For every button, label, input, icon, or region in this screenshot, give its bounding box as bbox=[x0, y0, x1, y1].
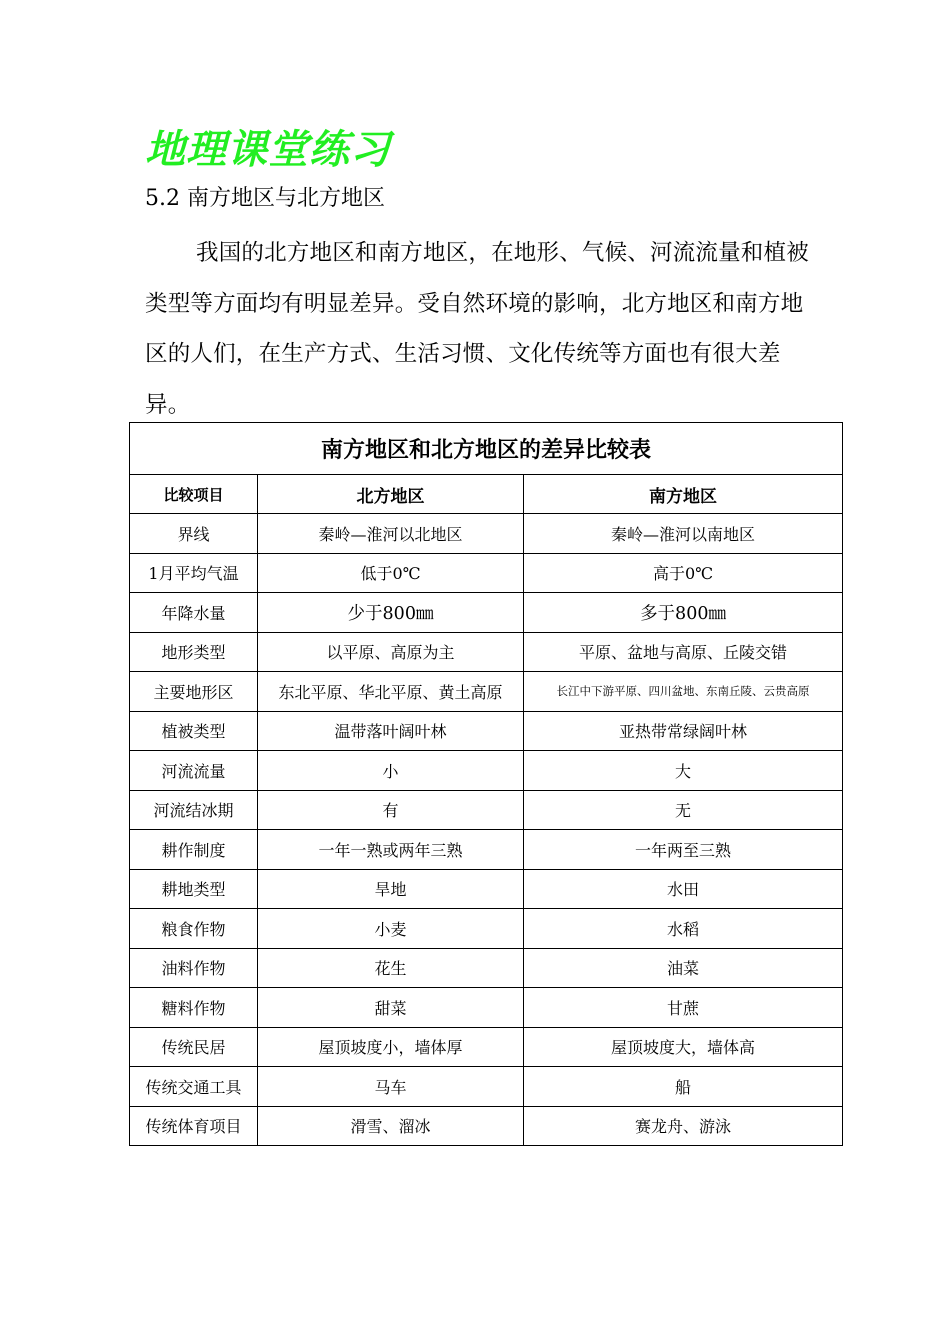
header-item: 比较项目 bbox=[130, 475, 258, 514]
cell-north: 旱地 bbox=[258, 869, 524, 909]
table-row bbox=[130, 988, 843, 1028]
table-row bbox=[130, 751, 843, 791]
table-caption: 南方地区和北方地区的差异比较表 bbox=[130, 423, 843, 475]
table-row bbox=[130, 632, 843, 672]
cell-north: 马车 bbox=[258, 1067, 524, 1107]
header-south: 南方地区 bbox=[524, 475, 843, 514]
table-row bbox=[130, 593, 843, 633]
cell-item: 耕地类型 bbox=[130, 869, 258, 909]
table-row bbox=[130, 514, 843, 554]
cell-item: 主要地形区 bbox=[130, 672, 258, 712]
table-row bbox=[130, 909, 843, 949]
cell-item: 传统民居 bbox=[130, 1027, 258, 1067]
cell-south: 油菜 bbox=[524, 948, 843, 988]
cell-south: 大 bbox=[524, 751, 843, 791]
cell-item: 河流结冰期 bbox=[130, 790, 258, 830]
cell-north: 以平原、高原为主 bbox=[258, 632, 524, 672]
table-row bbox=[130, 790, 843, 830]
cell-north: 小 bbox=[258, 751, 524, 791]
table-row bbox=[130, 1106, 843, 1146]
table-caption-row bbox=[130, 423, 843, 475]
cell-item: 耕作制度 bbox=[130, 830, 258, 870]
cell-item: 传统体育项目 bbox=[130, 1106, 258, 1146]
cell-item: 糖料作物 bbox=[130, 988, 258, 1028]
cell-item: 1月平均气温 bbox=[130, 553, 258, 593]
comparison-table bbox=[129, 422, 843, 1146]
cell-north: 甜菜 bbox=[258, 988, 524, 1028]
cell-south: 秦岭—淮河以南地区 bbox=[524, 514, 843, 554]
cell-north: 屋顶坡度小，墙体厚 bbox=[258, 1027, 524, 1067]
cell-south: 船 bbox=[524, 1067, 843, 1107]
cell-south: 屋顶坡度大，墙体高 bbox=[524, 1027, 843, 1067]
cell-north: 花生 bbox=[258, 948, 524, 988]
cell-south: 水稻 bbox=[524, 909, 843, 949]
cell-north: 东北平原、华北平原、黄土高原 bbox=[258, 672, 524, 712]
cell-north: 低于0℃ bbox=[258, 553, 524, 593]
table-row bbox=[130, 948, 843, 988]
section-heading: 5.2 南方地区与北方地区 bbox=[145, 186, 385, 211]
table-row bbox=[130, 711, 843, 751]
cell-item: 界线 bbox=[130, 514, 258, 554]
cell-item: 年降水量 bbox=[130, 593, 258, 633]
cell-north: 有 bbox=[258, 790, 524, 830]
cell-south: 赛龙舟、游泳 bbox=[524, 1106, 843, 1146]
table-row bbox=[130, 830, 843, 870]
cell-south: 甘蔗 bbox=[524, 988, 843, 1028]
cell-south: 平原、盆地与高原、丘陵交错 bbox=[524, 632, 843, 672]
cell-item: 油料作物 bbox=[130, 948, 258, 988]
cell-north: 温带落叶阔叶林 bbox=[258, 711, 524, 751]
cell-south: 无 bbox=[524, 790, 843, 830]
cell-item: 河流流量 bbox=[130, 751, 258, 791]
cell-item: 植被类型 bbox=[130, 711, 258, 751]
cell-north: 滑雪、溜冰 bbox=[258, 1106, 524, 1146]
table-row bbox=[130, 553, 843, 593]
cell-south: 长江中下游平原、四川盆地、东南丘陵、云贵高原 bbox=[524, 672, 843, 712]
cell-item: 地形类型 bbox=[130, 632, 258, 672]
cell-south: 亚热带常绿阔叶林 bbox=[524, 711, 843, 751]
cell-south: 水田 bbox=[524, 869, 843, 909]
page-title: 地理课堂练习 bbox=[145, 127, 391, 173]
intro-paragraph: 我国的北方地区和南方地区，在地形、气候、河流流量和植被类型等方面均有明显差异。受自然环境的影响，北方地区和南方地区的人们，在生产方式、生活习惯、文化传统等方面也有很大差异。 bbox=[145, 240, 809, 418]
table-row bbox=[130, 1027, 843, 1067]
table-row bbox=[130, 1067, 843, 1107]
table-row bbox=[130, 672, 843, 712]
cell-north: 一年一熟或两年三熟 bbox=[258, 830, 524, 870]
cell-item: 传统交通工具 bbox=[130, 1067, 258, 1107]
table-row bbox=[130, 869, 843, 909]
cell-north: 秦岭—淮河以北地区 bbox=[258, 514, 524, 554]
table-header-row bbox=[130, 475, 843, 514]
cell-south: 高于0℃ bbox=[524, 553, 843, 593]
header-north: 北方地区 bbox=[258, 475, 524, 514]
cell-south: 一年两至三熟 bbox=[524, 830, 843, 870]
cell-south: 多于800㎜ bbox=[524, 593, 843, 633]
cell-north: 小麦 bbox=[258, 909, 524, 949]
cell-north: 少于800㎜ bbox=[258, 593, 524, 633]
cell-item: 粮食作物 bbox=[130, 909, 258, 949]
